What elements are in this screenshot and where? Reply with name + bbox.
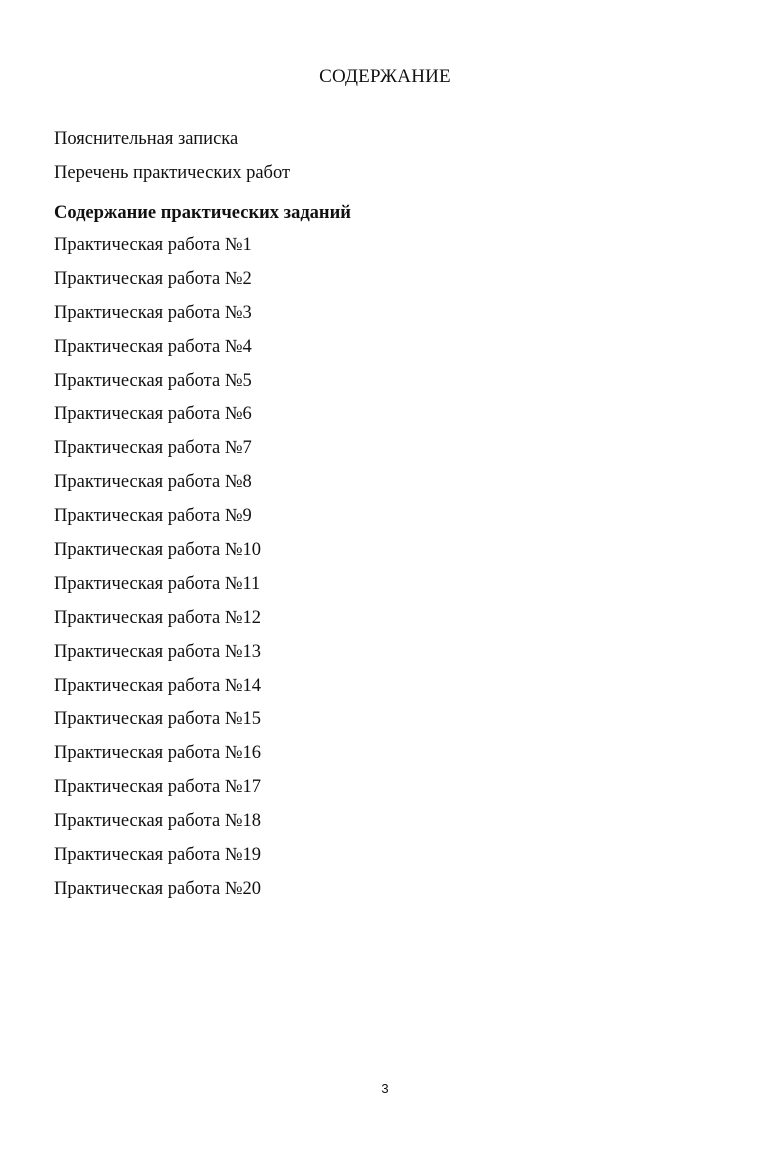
toc-entry-practical-work: Практическая работа №19 xyxy=(54,845,261,866)
toc-entry-practical-work: Практическая работа №6 xyxy=(54,404,252,425)
toc-entry-practical-work: Практическая работа №16 xyxy=(54,743,261,764)
page-number: 3 xyxy=(381,1081,389,1096)
toc-entry-practical-work: Практическая работа №17 xyxy=(54,777,261,798)
toc-entry-practical-work: Практическая работа №18 xyxy=(54,811,261,832)
toc-entry-practical-work: Практическая работа №13 xyxy=(54,641,261,662)
toc-entry-practical-work: Практическая работа №7 xyxy=(54,438,252,459)
toc-entry-practical-work: Практическая работа №1 xyxy=(54,235,252,255)
toc-entry-practical-work: Практическая работа №5 xyxy=(54,370,252,391)
toc-entry-practical-work: Практическая работа №20 xyxy=(54,878,261,899)
toc-entry-practical-work: Практическая работа №9 xyxy=(54,506,252,527)
toc-entry-list-of-practical-works: Перечень практических работ xyxy=(54,163,291,183)
practical-works-list xyxy=(54,233,714,901)
toc-section-heading: Содержание практических заданий xyxy=(54,203,351,223)
toc-entry-practical-work: Практическая работа №8 xyxy=(54,472,252,493)
toc-entry-practical-work: Практическая работа №4 xyxy=(54,336,252,357)
toc-entry-practical-work: Практическая работа №3 xyxy=(54,302,252,323)
page-title: СОДЕРЖАНИЕ xyxy=(319,66,451,87)
toc-entry-explanatory-note: Пояснительная записка xyxy=(54,129,239,149)
toc-entry-practical-work: Практическая работа №11 xyxy=(54,573,261,594)
toc-entry-practical-work: Практическая работа №14 xyxy=(54,675,261,696)
toc-entry-practical-work: Практическая работа №2 xyxy=(54,268,252,289)
toc-entry-practical-work: Практическая работа №10 xyxy=(54,540,261,561)
table-of-contents xyxy=(54,127,714,911)
toc-entry-practical-work: Практическая работа №15 xyxy=(54,709,261,730)
toc-entry-practical-work: Практическая работа №12 xyxy=(54,607,261,628)
